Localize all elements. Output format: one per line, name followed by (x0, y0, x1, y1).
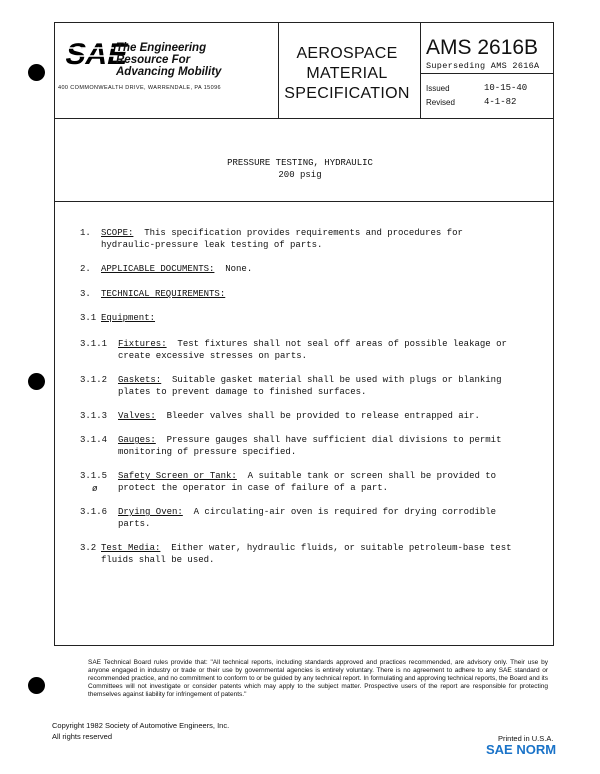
section-line (118, 435, 501, 447)
revised-label: Revised (426, 98, 455, 107)
superseding-note: Superseding AMS 2616A (426, 61, 540, 71)
section-text: Test fixtures shall not seal off areas of possible leakage or (177, 339, 507, 349)
section-line (118, 375, 502, 387)
section-line (118, 339, 507, 351)
section-text-continued: create excessive stresses on parts. (118, 351, 308, 361)
rights-reserved: All rights reserved (52, 732, 113, 741)
section-heading: Gauges: (118, 435, 156, 445)
binder-hole-bottom (28, 677, 45, 694)
section-text: Either water, hydraulic fluids, or suitable petroleum-base test (171, 543, 512, 553)
issued-date: 10-15-40 (484, 83, 528, 93)
doc-type-line-2: MATERIAL (306, 65, 388, 82)
doc-type-line-3: SPECIFICATION (284, 85, 410, 102)
section-heading: Drying Oven: (118, 507, 183, 517)
section-line (101, 313, 155, 325)
doc-number: AMS 2616B (426, 36, 539, 59)
section-heading: Equipment: (101, 313, 156, 323)
tagline (116, 42, 221, 78)
section-heading: Valves: (118, 411, 156, 421)
tagline-line-2: Resource For (116, 54, 191, 66)
section-heading: Safety Screen or Tank: (118, 471, 237, 481)
sae-logo (62, 36, 132, 72)
section-text: Suitable gasket material shall be used with plugs or blanking (172, 375, 502, 385)
section-text-continued: fluids shall be used. (101, 555, 215, 565)
section-text: A circulating-air oven is required for drying corrodible (193, 507, 497, 517)
section-number: 3.1.2 (80, 375, 108, 385)
number-divider (420, 73, 554, 74)
section-text-continued: monitoring of pressure specified. (118, 447, 297, 457)
section-number: 3. (80, 289, 91, 299)
section-text: This specification provides requirements and procedures for (144, 228, 463, 238)
section-number: 3.1 (80, 313, 97, 323)
section-heading: Test Media: (101, 543, 161, 553)
section-number: 3.1.4 (80, 435, 108, 445)
copyright: Copyright 1982 Society of Automotive Engineers, Inc. (52, 721, 230, 730)
section-text-continued: protect the operator in case of failure of a part. (118, 483, 389, 493)
sae-norm-watermark: SAE NORM (486, 742, 557, 757)
header-vline-2 (420, 22, 421, 118)
section-text: Pressure gauges shall have sufficient dial divisions to permit (166, 435, 502, 445)
title-divider (54, 201, 554, 202)
section-line (101, 264, 252, 276)
section-number: 3.1.6 (80, 507, 108, 517)
section-number: 1. (80, 228, 91, 238)
sae-logo-text: SAE (62, 38, 132, 71)
section-line (118, 507, 496, 519)
section-text-continued: hydraulic-pressure leak testing of parts. (101, 240, 323, 250)
revised-date: 4-1-82 (484, 97, 517, 107)
section-text-continued: parts. (118, 519, 151, 529)
section-heading: Gaskets: (118, 375, 162, 385)
document-subtitle: 200 psig (278, 170, 322, 180)
document-title: PRESSURE TESTING, HYDRAULIC (227, 158, 373, 168)
address: 400 COMMONWEALTH DRIVE, WARRENDALE, PA 15096 (58, 85, 221, 91)
binder-hole-middle (28, 373, 45, 390)
section-number: 2. (80, 264, 91, 274)
header-divider (54, 118, 554, 119)
section-number: 3.1.5 (80, 471, 108, 481)
revision-mark: ø (92, 483, 98, 493)
section-heading: SCOPE: (101, 228, 134, 238)
section-heading: APPLICABLE DOCUMENTS: (101, 264, 215, 274)
section-text: None. (225, 264, 253, 274)
section-text: A suitable tank or screen shall be provided to (247, 471, 497, 481)
binder-hole-top (28, 64, 45, 81)
printed-in: Printed in U.S.A. (498, 734, 554, 743)
section-line (118, 471, 496, 483)
section-heading: Fixtures: (118, 339, 167, 349)
doc-type-line-1: AEROSPACE (296, 45, 398, 62)
section-text: Bleeder valves shall be provided to release entrapped air. (166, 411, 480, 421)
section-line (101, 543, 512, 555)
sae-board-notice: SAE Technical Board rules provide that: "All technical reports, including standards approved and practices recommended, are advisory only. Their use by anyone engaged in industry or trade or their use by governmental agencies is entirely voluntary. There is no agreement to adhere to any SAE standard or recommended practice, and no commitment to conform to or be guided by any technical report. In formulating and approving technical reports, the Board and its Committees will not investigate or consider patents which may apply to the subject matter. Prospective users of the report are responsible for protecting themselves against liability for infringement of patents." (88, 659, 548, 698)
header-vline-1 (278, 22, 279, 118)
section-number: 3.1.1 (80, 339, 108, 349)
section-heading: TECHNICAL REQUIREMENTS: (101, 289, 226, 299)
tagline-line-1: The Engineering (116, 42, 207, 54)
section-line (118, 411, 480, 423)
section-line (101, 289, 225, 301)
tagline-line-3: Advancing Mobility (116, 66, 222, 78)
section-number: 3.1.3 (80, 411, 108, 421)
section-number: 3.2 (80, 543, 97, 553)
issued-label: Issued (426, 84, 450, 93)
section-text-continued: plates to prevent damage to finished surfaces. (118, 387, 367, 397)
section-line (101, 228, 463, 240)
